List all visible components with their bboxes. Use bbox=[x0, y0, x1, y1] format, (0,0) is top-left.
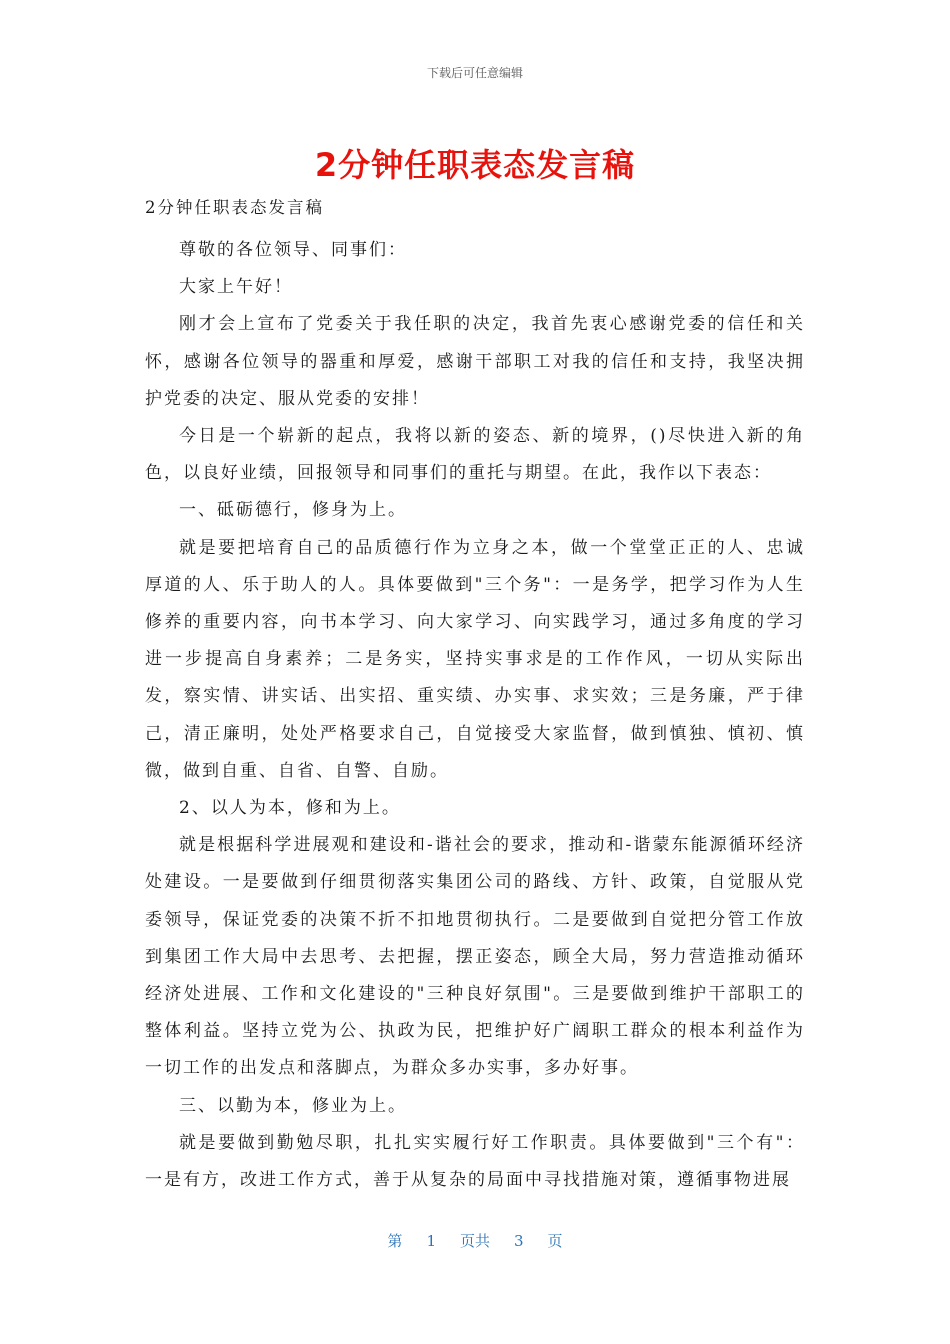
paragraph-new-start: 今日是一个崭新的起点，我将以新的姿态、新的境界，()尽快进入新的角色，以良好业绩，回报领导和同事们的重托与期望。在此，我作以下表态： bbox=[145, 426, 805, 484]
document-subtitle: 2分钟任职表态发言稿 bbox=[145, 198, 324, 217]
section-heading-2: 2、以人为本，修和为上。 bbox=[179, 798, 401, 819]
paragraph-section-3: 就是要做到勤勉尽职，扎扎实实履行好工作职责。具体要做到"三个有"：一是有方，改进工作方式，善于从复杂的局面中寻找措施对策，遵循事物进展 bbox=[145, 1132, 805, 1191]
footer-total-pages: 3 bbox=[514, 1232, 524, 1250]
footer-label-end: 页 bbox=[547, 1232, 563, 1250]
paragraph-section-2: 就是根据科学进展观和建设和-谐社会的要求，推动和-谐蒙东能源循环经济处建设。一是要做到仔细贯彻落实集团公司的路线、方针、政策，自觉服从党委领导，保证党委的决策不折不扣地贯彻执行。二是要做到自觉把分管工作放到集团工作大局中去思考、去把握，摆正姿态，顾全大局，努力营造推动循环经济处进展、工作和文化建设的"三种良好氛围"。三是要做到维护干部职工的整体利益。坚持立党为公、执政为民，把维护好广阔职工群众的根本利益作为一切工作的出发点和落脚点，为群众多办实事，多办好事。 bbox=[145, 835, 805, 1079]
footer-label-total: 页共 bbox=[459, 1232, 490, 1250]
document-body bbox=[145, 196, 805, 1199]
section-heading-1: 一、砥砺德行，修身为上。 bbox=[179, 500, 407, 521]
document-title: 2分钟任职表态发言稿 bbox=[314, 146, 636, 184]
page-header: 下载后可任意编辑 bbox=[426, 66, 523, 80]
footer-label-page: 第 bbox=[387, 1232, 403, 1250]
paragraph-salutation: 尊敬的各位领导、同事们： bbox=[179, 240, 407, 260]
paragraph-thanks: 刚才会上宣布了党委关于我任职的决定，我首先衷心感谢党委的信任和关怀，感谢各位领导的器重和厚爱，感谢干部职工对我的信任和支持，我坚决拥护党委的决定、服从党委的安排！ bbox=[145, 314, 805, 409]
footer-current-page: 1 bbox=[426, 1232, 436, 1250]
section-heading-3: 三、以勤为本，修业为上。 bbox=[179, 1095, 407, 1116]
paragraph-section-1: 就是要把培育自己的品质德行作为立身之本，做一个堂堂正正的人、忠诚厚道的人、乐于助人的人。具体要做到"三个务"：一是务学，把学习作为人生修养的重要内容，向书本学习、向大家学习、向实践学习，通过多角度的学习进一步提高自身素养；二是务实，坚持实事求是的工作作风，一切从实际出发，察实情、讲实话、出实招、重实绩、办实事、求实效；三是务廉，严于律己，清正廉明，处处严格要求自己，自觉接受大家监督，做到慎独、慎初、慎微，做到自重、自省、自警、自励。 bbox=[145, 537, 805, 781]
page-footer bbox=[0, 1230, 950, 1251]
paragraph-greeting: 大家上午好！ bbox=[179, 277, 293, 298]
